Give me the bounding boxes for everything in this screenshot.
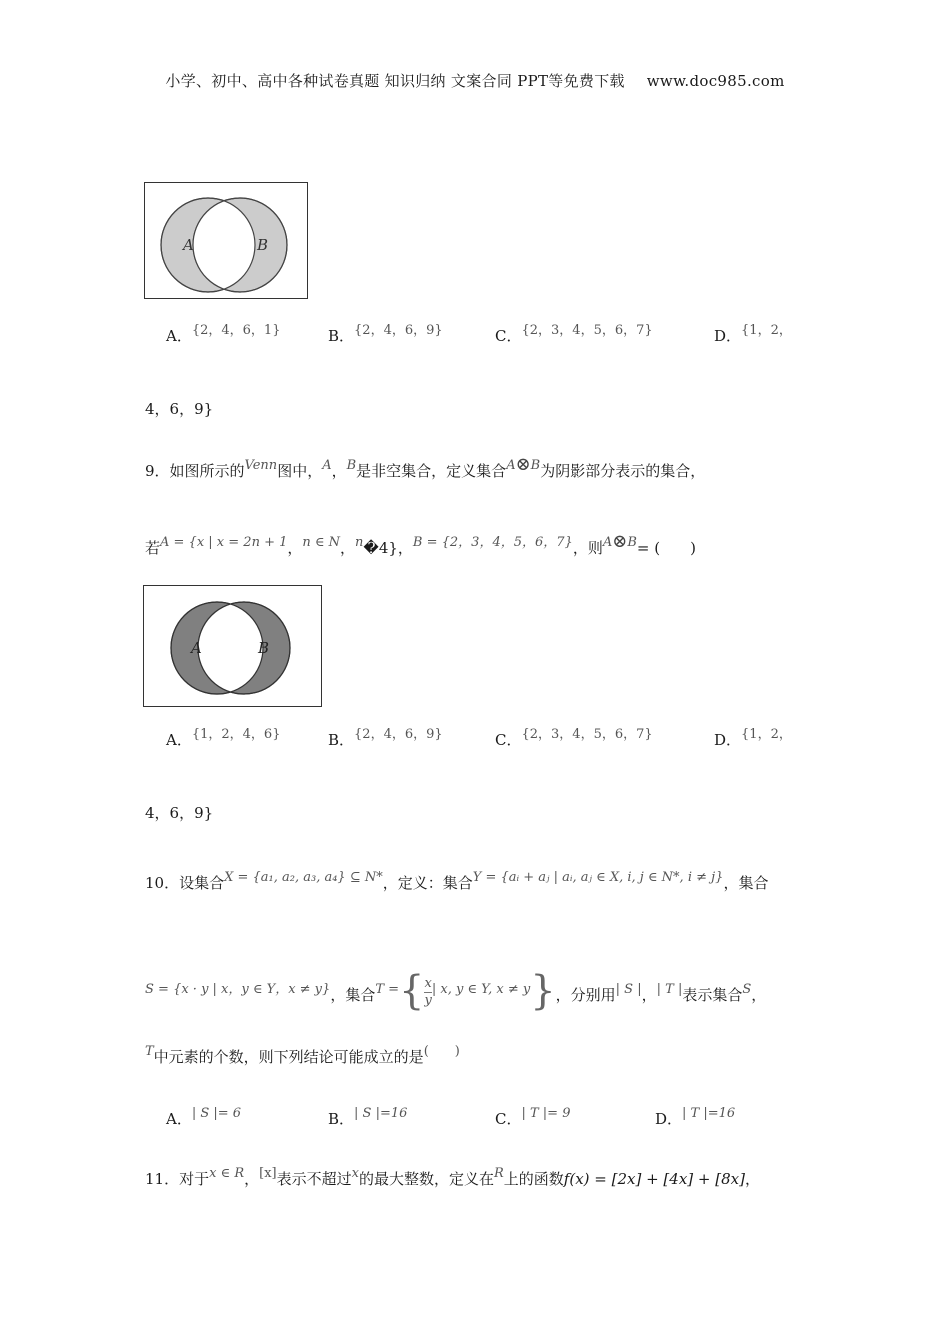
q8-option-c[interactable]: C．{2，3，4，5，6，7}	[495, 323, 653, 345]
q8-option-b[interactable]: B．{2，4，6，9}	[328, 323, 443, 345]
q8-option-d[interactable]: D．{1，2，	[714, 323, 792, 345]
q9-line1: 9．如图所示的Venn图中，A，B是非空集合，定义集合A⊗B为阴影部分表示的集合，	[145, 454, 706, 480]
right-brace-icon: }	[530, 968, 556, 1014]
q10-option-b[interactable]: B．| S |=16	[328, 1106, 408, 1128]
otimes-icon-2: ⊗	[612, 531, 628, 552]
fraction-x-over-y: $\frac{x}{y}$	[424, 975, 432, 1008]
q10-option-c[interactable]: C．| T |= 9	[495, 1106, 571, 1128]
q8-option-a[interactable]: A．{2，4，6，1}	[166, 323, 281, 345]
q11-line1: 11．对于x ∈ R，[x]表示不超过x的最大整数，定义在R上的函数f(x) = [2x] + [4x] + [8x]，	[145, 1166, 760, 1188]
venn-diagram-q8	[144, 182, 308, 299]
q9-line2: 若A = {x | x = 2n + 1，n ∈ N，n�4}，B = {2，3，4，5，6，7}，则A⊗B= ( )	[145, 531, 696, 557]
q10-option-d[interactable]: D．| T |=16	[655, 1106, 736, 1128]
q9-option-c[interactable]: C．{2，3，4，5，6，7}	[495, 727, 653, 749]
venn-label-b: B	[258, 639, 270, 657]
page-header	[0, 70, 950, 91]
left-brace-icon: {	[399, 968, 425, 1014]
q10-line1: 10．设集合X = {a₁, a₂, a₃, a₄} ⊆ N*，定义：集合Y = {aᵢ + aⱼ | aᵢ, aⱼ ∈ X, i, j ∈ N*, i ≠ j}，集合	[145, 870, 769, 892]
q9-option-b[interactable]: B．{2，4，6，9}	[328, 727, 443, 749]
q9-option-a[interactable]: A．{1，2，4，6}	[166, 727, 281, 749]
q10-option-a[interactable]: A．| S |= 6	[166, 1106, 242, 1128]
header-text: 小学、初中、高中各种试卷真题 知识归纳 文案合同 PPT等免费下载	[165, 72, 625, 90]
venn-diagram-q9	[143, 585, 322, 707]
venn-label-a: A	[191, 639, 202, 657]
header-site: www.doc985.com	[646, 72, 785, 90]
venn-label-a: A	[183, 236, 194, 254]
venn-label-b: B	[257, 236, 269, 254]
q9-option-d-continuation: 4，6，9}	[145, 804, 214, 822]
q10-line2: S = {x · y | x，y ∈ Y，x ≠ y}，集合T ={ $\frac{x}{y}$ | x, y ∈ Y, x ≠ y}，分别用| S |，| T |表示集合S，	[145, 968, 767, 1014]
q8-option-d-continuation: 4，6，9}	[145, 400, 214, 418]
otimes-icon: ⊗	[515, 454, 531, 475]
q10-line3: T中元素的个数，则下列结论可能成立的是( )	[145, 1044, 460, 1066]
q9-option-d[interactable]: D．{1，2，	[714, 727, 792, 749]
